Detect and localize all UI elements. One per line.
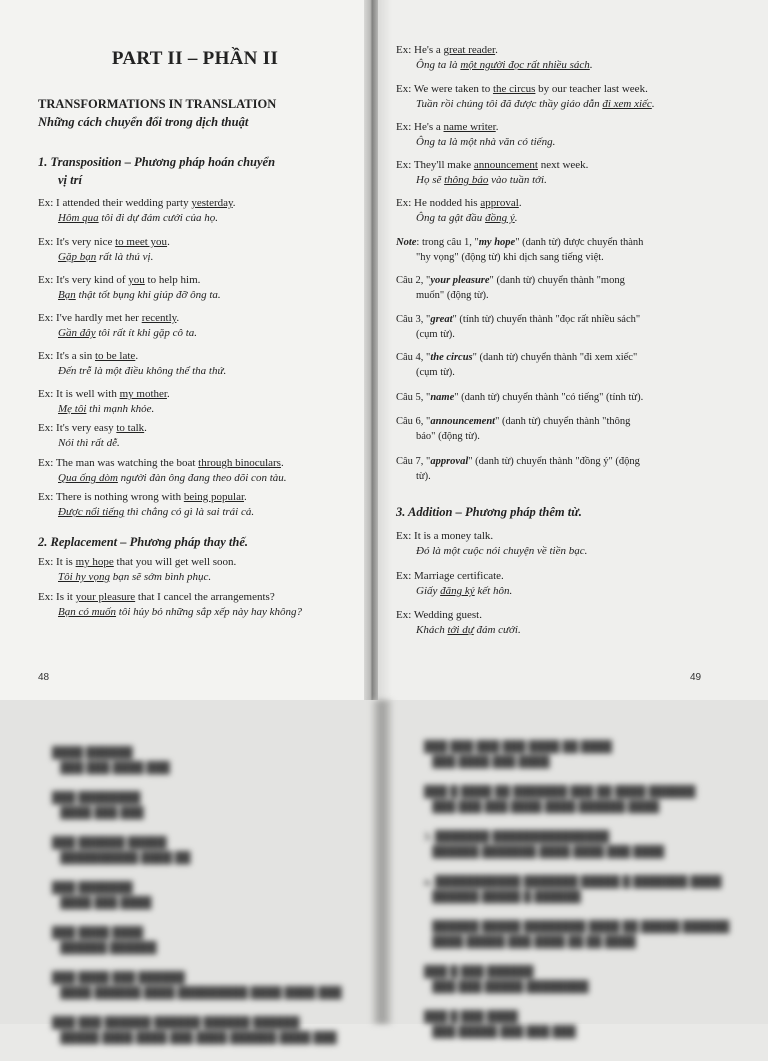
- right-example-5: [396, 196, 522, 226]
- example-vietnamese: [396, 58, 593, 73]
- vietnamese-underlined: Bạn có muốn: [58, 606, 117, 618]
- example-english: [38, 421, 147, 436]
- note-text: Câu 7, ": [396, 456, 431, 467]
- blurred-right-column: ███ ███ ███ ███ ████ ██ ████ ███ ████ ███ ████ ███ █ ████ ██ ███████ ███ ██ ████ ██████ ███ ███ ███ ████ ████ ██████ ████ 3. ███████ ███████████████ ██████ ███████ ████ ████ ███ ████ a. ███████████ ███████ █████ █ ███████ ████ ██████ █████ █ ██████ ██████ █████ ████████ ████ ██ █████ ██████ ████ █████ ███ ████ ██ ██ ████ ███ █ ███ ██████ ███ ███ █████ ████████ ███ █ ███ ████ ███ █████ ███ ███ ███: [424, 741, 730, 1038]
- english-underlined: to meet you: [115, 236, 168, 248]
- note-item-4: [396, 350, 716, 380]
- english-text: Ex: It is a money talk.: [396, 530, 494, 542]
- vietnamese-underlined: Mẹ tôi: [58, 403, 87, 415]
- note-term: great: [430, 314, 453, 325]
- english-text: Ex: It's very easy: [38, 422, 117, 434]
- english-underlined: being popular: [183, 491, 245, 503]
- transposition-example-3: [38, 273, 221, 303]
- note-text: " (danh từ) chuyển thành "mong: [489, 275, 625, 286]
- blurred-gutter: [372, 700, 392, 1024]
- right-example-1: [396, 43, 593, 73]
- part-title: PART II – PHẦN II: [111, 48, 279, 69]
- vietnamese-underlined: đăng ký: [440, 585, 475, 597]
- english-underlined: recently: [141, 312, 177, 324]
- english-text: .: [495, 121, 499, 133]
- vietnamese-text: Nói thì rất dễ.: [58, 437, 120, 449]
- vietnamese-text: Họ sẽ: [416, 174, 445, 186]
- page-number-right: 49: [690, 672, 702, 683]
- vietnamese-underlined: một người đọc rất nhiều sách: [460, 59, 590, 71]
- english-text: by our teacher last week.: [535, 83, 648, 95]
- example-english: [38, 273, 221, 288]
- english-underlined: name writer: [443, 121, 496, 133]
- vietnamese-text: Khách: [416, 624, 448, 636]
- english-text: Ex: Marriage certificate.: [396, 570, 504, 582]
- example-vietnamese: [38, 250, 170, 265]
- vietnamese-underlined: Gặp bạn: [58, 251, 97, 263]
- heading-addition-text: 3. Addition – Phương pháp thêm từ.: [396, 505, 582, 519]
- vietnamese-text: .: [589, 59, 593, 71]
- example-vietnamese: [38, 211, 236, 226]
- vietnamese-underlined: Tôi hy vọng: [58, 571, 110, 583]
- english-text: next week.: [538, 159, 589, 171]
- note-term: name: [430, 392, 455, 403]
- english-underlined: my mother: [119, 388, 167, 400]
- vietnamese-underlined: Bạn: [58, 289, 76, 301]
- example-english: [396, 529, 587, 544]
- replacement-example-2: [38, 590, 302, 620]
- note-item-5: [396, 390, 716, 405]
- note-continuation: (cụm từ).: [416, 329, 455, 340]
- vietnamese-text: tôi đi dự đám cưới của họ.: [98, 212, 218, 224]
- example-vietnamese: [396, 97, 655, 112]
- vietnamese-text: Đó là một cuộc nói chuyện về tiền bạc.: [416, 545, 588, 557]
- note-line: [396, 390, 716, 405]
- example-english: [38, 196, 236, 211]
- blurred-left-column: ████ ██████ ███ ███ ████ ███ ███ ████████ ████ ███ ███ ███ ██████ █████ ██████████ ████ ██ ███ ███████ ████ ███ ████ ███ ████ ████ ██████ ██████ ███ ████ ███ ██████ ████ ██████ ████ █████████ ████ ████ ███ ███ ███ ██████ ██████ ██████ ██████ █████ ████ ████ ███ ████ ██████ ████ ███: [52, 747, 342, 1044]
- note-item-1: [396, 235, 716, 265]
- note-line: [396, 235, 716, 250]
- vietnamese-text: .: [514, 212, 518, 224]
- note-continuation: (cụm từ).: [416, 367, 455, 378]
- note-line: [396, 414, 716, 429]
- english-underlined: announcement: [473, 159, 538, 171]
- note-text: Câu 5, ": [396, 392, 431, 403]
- example-english: [38, 456, 287, 471]
- english-text: .: [244, 491, 247, 503]
- vietnamese-text: người đàn ông đang theo dõi con tàu.: [117, 472, 287, 484]
- transposition-example-2: [38, 235, 170, 265]
- example-english: [396, 120, 555, 135]
- example-vietnamese: [396, 584, 512, 599]
- transposition-example-7: [38, 421, 147, 451]
- example-english: [38, 590, 302, 605]
- vietnamese-underlined: tới dự: [447, 624, 474, 636]
- section-subtitle: Những cách chuyển đổi trong dịch thuật: [38, 115, 249, 129]
- note-text: Câu 4, ": [396, 352, 431, 363]
- example-english: [396, 569, 512, 584]
- note-item-2: [396, 273, 716, 303]
- note-text: Câu 2, ": [396, 275, 431, 286]
- note-line: [396, 312, 716, 327]
- english-text: .: [518, 197, 522, 209]
- example-english: [396, 43, 593, 58]
- example-vietnamese: [396, 544, 587, 559]
- right-example-4: [396, 158, 588, 188]
- english-text: that you will get well soon.: [113, 556, 237, 568]
- vietnamese-text: thì mạnh khỏe.: [86, 403, 155, 415]
- example-vietnamese: [396, 135, 555, 150]
- example-english: [38, 490, 254, 505]
- vietnamese-text: .: [651, 98, 655, 110]
- english-text: that I cancel the arrangements?: [135, 591, 275, 603]
- english-underlined: to be late: [94, 350, 136, 362]
- vietnamese-text: Đến trễ là một điều không thể tha thứ.: [58, 365, 227, 377]
- example-vietnamese: [396, 623, 521, 638]
- right-example-3: [396, 120, 555, 150]
- english-text: .: [144, 422, 147, 434]
- vietnamese-text: bạn sẽ sớm bình phục.: [109, 571, 212, 583]
- note-text: " (danh từ) chuyển thành "thông: [495, 416, 631, 427]
- english-underlined: my hope: [75, 556, 114, 568]
- note-line: [396, 454, 716, 469]
- english-text: .: [280, 457, 284, 469]
- note-text: " (tính từ) chuyển thành "đọc rất nhiều sách": [452, 314, 641, 325]
- vietnamese-text: thì chẳng có gì là sai trái cả.: [124, 506, 255, 518]
- english-text: Ex: He's a: [396, 44, 444, 56]
- page-number-left: 48: [38, 672, 50, 683]
- english-underlined: approval: [480, 197, 519, 209]
- vietnamese-underlined: Gần đây: [58, 327, 96, 339]
- english-text: Ex: He's a: [396, 121, 444, 133]
- note-text: " (danh từ) chuyển thành "đồng ý" (động: [468, 456, 640, 467]
- vietnamese-underlined: Qua ống dòm: [58, 472, 118, 484]
- vietnamese-underlined: đồng ý: [485, 212, 515, 224]
- section-title: TRANSFORMATIONS IN TRANSLATION: [38, 97, 277, 111]
- heading-addition: [396, 503, 582, 521]
- note-term: your pleasure: [430, 275, 490, 286]
- example-vietnamese: [38, 364, 226, 379]
- english-text: Ex: It's very nice: [38, 236, 116, 248]
- note-continuation: muốn" (động từ).: [416, 290, 489, 301]
- english-text: .: [232, 197, 236, 209]
- english-text: Ex: They'll make: [396, 159, 474, 171]
- right-example-2: [396, 82, 655, 112]
- note-text: : trong câu 1, ": [416, 237, 479, 248]
- note-label: Note: [396, 237, 417, 248]
- note-text: Câu 6, ": [396, 416, 431, 427]
- english-text: Ex: It's very kind of: [38, 274, 129, 286]
- gutter-shadow: [372, 0, 392, 700]
- vietnamese-underlined: thông báo: [444, 174, 489, 186]
- example-vietnamese: [38, 288, 221, 303]
- english-underlined: the circus: [492, 83, 536, 95]
- note-term: my hope: [478, 237, 516, 248]
- note-item-3: [396, 312, 716, 342]
- english-text: Ex: I attended their wedding party: [38, 197, 192, 209]
- english-text: .: [167, 236, 170, 248]
- example-english: [396, 608, 521, 623]
- english-underlined: you: [128, 274, 145, 286]
- heading-transposition: [38, 153, 275, 189]
- replacement-example-1: [38, 555, 236, 585]
- english-underlined: great reader: [443, 44, 496, 56]
- note-line: [396, 273, 716, 288]
- heading-transposition-cont: vị trí: [58, 173, 82, 187]
- heading-replacement-text: 2. Replacement – Phương pháp thay thế.: [38, 535, 249, 549]
- example-vietnamese: [38, 471, 287, 486]
- vietnamese-text: thật tốt bụng khi giúp đỡ ông ta.: [75, 289, 221, 301]
- english-text: Ex: Wedding guest.: [396, 609, 482, 621]
- example-vietnamese: [396, 173, 588, 188]
- vietnamese-text: Ông ta gật đầu: [416, 212, 486, 224]
- example-english: [396, 196, 522, 211]
- note-continuation: báo" (động từ).: [416, 431, 480, 442]
- example-vietnamese: [38, 570, 236, 585]
- vietnamese-text: tôi hủy bỏ những sắp xếp này hay không?: [116, 606, 302, 618]
- note-item-7: [396, 454, 716, 484]
- vietnamese-text: Tuần rồi chúng tôi đã được thầy giáo dẫn: [416, 98, 603, 110]
- example-english: [396, 158, 588, 173]
- example-vietnamese: [396, 211, 522, 226]
- example-english: [38, 387, 170, 402]
- english-underlined: to talk: [116, 422, 145, 434]
- english-text: to help him.: [144, 274, 201, 286]
- transposition-example-4: [38, 311, 197, 341]
- vietnamese-text: rất là thú vị.: [96, 251, 154, 263]
- transposition-example-9: [38, 490, 254, 520]
- vietnamese-text: vào tuần tới.: [488, 174, 547, 186]
- transposition-example-8: [38, 456, 287, 486]
- english-text: Ex: I've hardly met her: [38, 312, 142, 324]
- heading-transposition-text: 1. Transposition – Phương pháp hoán chuyển: [38, 155, 276, 169]
- english-text: Ex: We were taken to: [396, 83, 493, 95]
- addition-example-3: [396, 608, 521, 638]
- note-line: [396, 350, 716, 365]
- heading-replacement: [38, 533, 248, 551]
- note-text: Câu 3, ": [396, 314, 431, 325]
- english-text: Ex: It is well with: [38, 388, 120, 400]
- transposition-example-6: [38, 387, 170, 417]
- english-text: .: [495, 44, 498, 56]
- addition-example-1: [396, 529, 587, 559]
- english-text: Ex: The man was watching the boat: [38, 457, 199, 469]
- note-continuation: "hy vọng" (động từ) khi dịch sang tiếng việt.: [416, 252, 604, 263]
- english-text: Ex: It's a sin: [38, 350, 95, 362]
- vietnamese-text: Giấy: [416, 585, 441, 597]
- english-text: .: [176, 312, 180, 324]
- transposition-example-1: [38, 196, 236, 226]
- english-underlined: through binoculars: [198, 457, 281, 469]
- note-continuation: từ).: [416, 471, 431, 482]
- vietnamese-text: đám cưới.: [473, 624, 521, 636]
- english-underlined: your pleasure: [75, 591, 136, 603]
- example-vietnamese: [38, 436, 147, 451]
- vietnamese-text: Ông ta là một nhà văn có tiếng.: [416, 136, 556, 148]
- example-english: [38, 235, 170, 250]
- vietnamese-text: Ông ta là: [416, 59, 461, 71]
- addition-example-2: [396, 569, 512, 599]
- example-vietnamese: [38, 605, 302, 620]
- note-text: " (danh từ) chuyển thành "có tiếng" (tính từ).: [454, 392, 644, 403]
- example-english: [38, 349, 226, 364]
- vietnamese-text: kết hôn.: [474, 585, 513, 597]
- english-text: .: [135, 350, 139, 362]
- example-english: [396, 82, 655, 97]
- english-text: .: [166, 388, 170, 400]
- vietnamese-underlined: Được nổi tiếng: [58, 506, 125, 518]
- example-vietnamese: [38, 402, 170, 417]
- note-term: announcement: [430, 416, 496, 427]
- vietnamese-underlined: đi xem xiếc: [602, 98, 652, 110]
- note-item-6: [396, 414, 716, 444]
- example-vietnamese: [38, 505, 254, 520]
- vietnamese-text: tôi rất ít khi gặp cô ta.: [95, 327, 198, 339]
- note-term: approval: [430, 456, 469, 467]
- vietnamese-underlined: Hôm qua: [58, 212, 99, 224]
- english-text: Ex: It is: [38, 556, 76, 568]
- english-text: Ex: He nodded his: [396, 197, 481, 209]
- english-text: Ex: There is nothing wrong with: [38, 491, 184, 503]
- example-vietnamese: [38, 326, 197, 341]
- note-term: the circus: [430, 352, 473, 363]
- blurred-next-spread: [0, 700, 768, 1044]
- example-english: [38, 555, 236, 570]
- transposition-example-5: [38, 349, 226, 379]
- note-text: " (danh từ) chuyển thành "đi xem xiếc": [472, 352, 638, 363]
- english-underlined: yesterday: [191, 197, 233, 209]
- example-english: [38, 311, 197, 326]
- note-text: " (danh từ) được chuyển thành: [515, 237, 644, 248]
- english-text: Ex: Is it: [38, 591, 76, 603]
